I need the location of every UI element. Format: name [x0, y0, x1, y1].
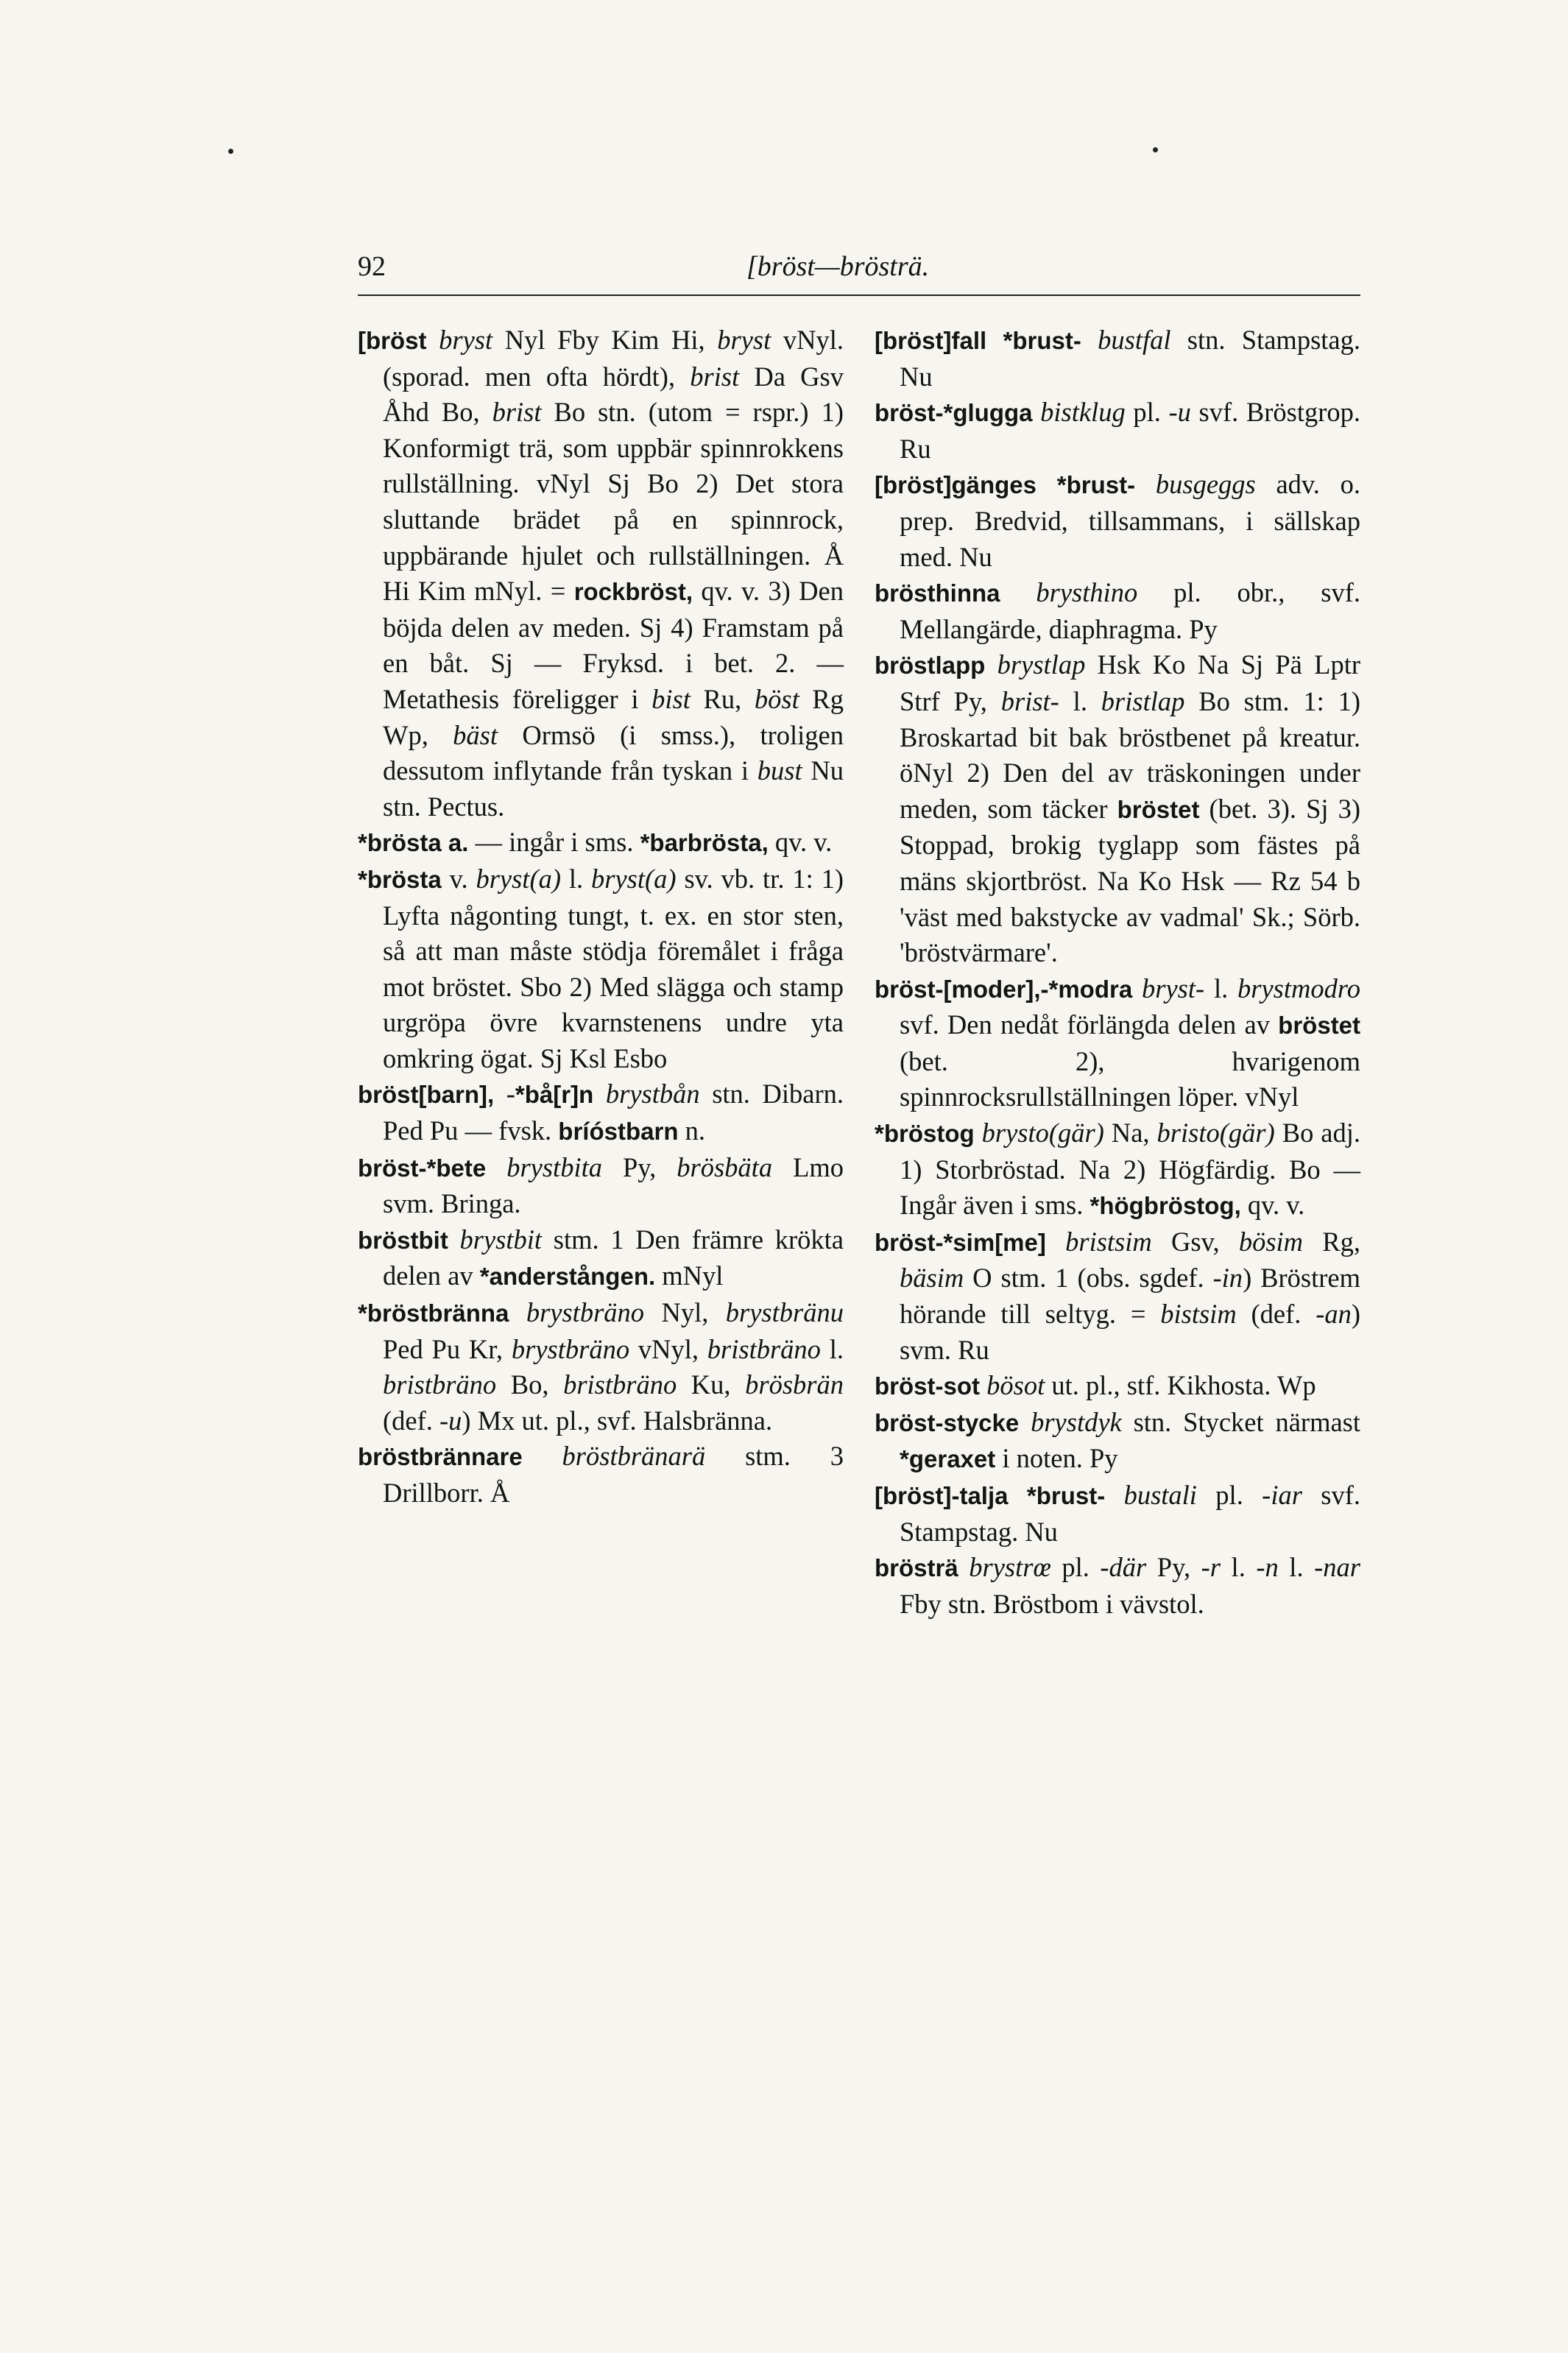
dictionary-entry: *bröstog brysto(gär) Na, bristo(gär) Bo adj. 1) Storbröstad. Na 2) Högfärdig. Bo — Ingår även i sms. *högbröstog, qv. v.: [875, 1118, 1360, 1221]
dictionary-entry: bröst-stycke brystdyk stn. Stycket närmast *geraxet i noten. Py: [875, 1406, 1361, 1474]
left-column: [358, 322, 844, 1511]
dictionary-entry: bröstlapp brystlap Hsk Ko Na Sj Pä Lptr Strf Py, brist- l. bristlap Bo stm. 1: 1) Broskartad bit bak bröstbenet på kreatur. öNyl 2) Den del av träskoningen under meden, som täcker bröstet (bet. 3). Sj 3) Stoppad, brokig tyglapp som fästes på mäns skjortbröst. Na Ko Hsk — Rz 54 b 'väst med bakstycke av vadmal' Sk.; Sörb. 'bröstvärmare'.: [875, 649, 1361, 968]
print-speck: [1153, 147, 1158, 152]
dictionary-entry: [bröst]fall *brust- bustfal stn. Stampstag. Nu: [875, 325, 1360, 392]
header-rule: [358, 294, 1360, 296]
page-number: 92: [358, 251, 386, 282]
dictionary-entry: *brösta a. — ingår i sms. *barbrösta, qv. v.: [358, 827, 833, 858]
print-speck: [228, 149, 233, 154]
right-column: [875, 322, 1360, 1622]
dictionary-entry: brösträ brystrœ pl. -där Py, -r l. -n l. -nar Fby stn. Bröstbom i vävstol.: [875, 1552, 1360, 1619]
dictionary-entry: bröstbrännare bröstbränarä stm. 3 Drillborr. Å: [358, 1441, 844, 1508]
dictionary-entry: bröst-*sim[me] bristsim Gsv, bösim Rg, bäsim O stm. 1 (obs. sgdef. -in) Bröstrem hörande till seltyg. = bistsim (def. -an) svm. Ru: [875, 1226, 1361, 1365]
dictionary-entry: bröstbit brystbit stm. 1 Den främre krökta delen av *anderstången. mNyl: [358, 1224, 844, 1291]
running-head: [bröst—brösträ.: [746, 251, 930, 282]
dictionary-entry: [bröst bryst Nyl Fby Kim Hi, bryst vNyl. (sporad. men ofta hördt), brist Da Gsv Åhd Bo, brist Bo stn. (utom = rspr.) 1) Konformigt trä, som uppbär spinnrokkens rullställning. vNyl Sj Bo 2) Det stora sluttande brädet på en spinnrock, uppbärande hjulet och rullställningen. Å Hi Kim mNyl. = rockbröst, qv. v. 3) Den böjda delen av meden. Sj 4) Framstam på en båt. Sj — Fryksd. i bet. 2. — Metathesis föreligger i bist Ru, böst Rg Wp, bäst Ormsö (i smss.), troligen dessutom inflytande från tyskan i bust Nu stn. Pectus.: [358, 325, 844, 822]
dictionary-entry: bröst-*glugga bistklug pl. -u svf. Bröstgrop. Ru: [875, 397, 1361, 464]
dictionary-entry: bröst-[moder],-*modra bryst- l. brystmodro svf. Den nedåt förlängda delen av bröstet (bet. 2), hvarigenom spinnrocksrullställningen löper. vNyl: [875, 973, 1360, 1112]
dictionary-entry: bröst[barn], -*bå[r]n brystbån stn. Dibarn. Ped Pu — fvsk. bríóstbarn n.: [358, 1079, 844, 1146]
dictionary-entry: [bröst]gänges *brust- busgeggs adv. o. prep. Bredvid, tillsammans, i sällskap med. Nu: [875, 469, 1361, 572]
dictionary-entry: bröst-sot bösot ut. pl., stf. Kikhosta. Wp: [875, 1370, 1316, 1401]
dictionary-entry: *bröstbränna brystbräno Nyl, brystbränu Ped Pu Kr, brystbräno vNyl, bristbräno l. bristbräno Bo, bristbräno Ku, brösbrän (def. -u) Mx ut. pl., svf. Halsbränna.: [358, 1297, 844, 1436]
dictionary-entry: [bröst]-talja *brust- bustali pl. -iar svf. Stampstag. Nu: [875, 1480, 1360, 1547]
dictionary-entry: bröst-*bete brystbita Py, brösbäta Lmo svm. Bringa.: [358, 1151, 844, 1219]
page-header: [358, 247, 1360, 306]
dictionary-entry: *brösta v. bryst(a) l. bryst(a) sv. vb. tr. 1: 1) Lyfta någonting tungt, t. ex. en stor sten, så att man måste stödja föremålet i fråga mot bröstet. Sbo 2) Med slägga och stamp urgröpa övre kvarnstenens undre yta omkring ögat. Sj Ksl Esbo: [358, 863, 844, 1073]
dictionary-entry: brösthinna brysthino pl. obr., svf. Mellangärde, diaphragma. Py: [875, 577, 1360, 644]
